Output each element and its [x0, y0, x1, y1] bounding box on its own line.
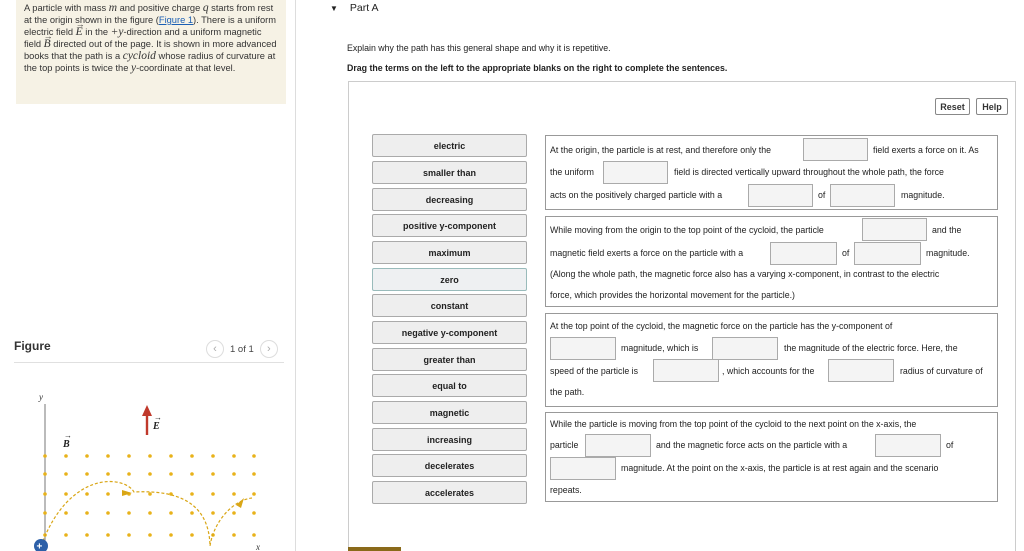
field-dot: [106, 533, 110, 537]
term-positive-y-component[interactable]: positive y-component: [372, 214, 527, 237]
field-dot: [252, 533, 256, 537]
field-dot: [148, 533, 152, 537]
drop-blank-12[interactable]: [585, 434, 651, 457]
drop-blank-3[interactable]: [748, 184, 813, 207]
question-text: Explain why the path has this general shape and why it is repetitive.: [347, 43, 611, 53]
term-decelerates[interactable]: decelerates: [372, 454, 527, 477]
sentence-text: and the magnetic force acts on the particle with a: [656, 440, 848, 450]
sentence-text: the magnitude of the electric force. Here, the: [784, 343, 958, 353]
sentence-text: acts on the positively charged particle with a: [550, 190, 723, 200]
problem-text: starts from rest at the origin shown in the figure (: [24, 3, 274, 25]
magnetic-field-dots: [43, 454, 256, 537]
field-dot: [148, 472, 152, 476]
field-dot: [43, 511, 47, 515]
drop-blank-7[interactable]: [854, 242, 921, 265]
field-dot: [106, 472, 110, 476]
figure-link[interactable]: Figure 1: [158, 15, 193, 25]
sentence-text: field exerts a force on it. As: [873, 145, 979, 155]
drop-blank-4[interactable]: [830, 184, 895, 207]
y-axis-label: y: [39, 392, 43, 402]
sentence-text: magnetic field exerts a force on the particle with a: [550, 248, 744, 258]
term-decreasing[interactable]: decreasing: [372, 188, 527, 211]
problem-text: directed out of the page. It is shown in more advanced books that the path is a: [24, 39, 277, 61]
field-dot: [43, 492, 47, 496]
triangle-down-icon[interactable]: ▼: [330, 3, 338, 13]
e-field-arrow: [142, 405, 152, 435]
field-dot: [252, 492, 256, 496]
drop-blank-6[interactable]: [770, 242, 837, 265]
field-dot: [148, 454, 152, 458]
field-dot: [169, 511, 173, 515]
problem-text: ). There is a uniform electric field: [24, 15, 277, 37]
drop-blank-11[interactable]: [828, 359, 894, 382]
term-constant[interactable]: constant: [372, 294, 527, 317]
term-smaller-than[interactable]: smaller than: [372, 161, 527, 184]
problem-text: A particle with mass: [24, 3, 109, 13]
part-title: Part A: [349, 2, 379, 14]
field-dot: [252, 511, 256, 515]
sentence-text: At the top point of the cycloid, the magnetic force on the particle has the y-component of: [550, 321, 893, 331]
term-zero[interactable]: zero: [372, 268, 527, 291]
field-dot: [211, 511, 215, 515]
drop-blank-10[interactable]: [653, 359, 719, 382]
drop-blank-13[interactable]: [875, 434, 941, 457]
part-header[interactable]: [330, 2, 379, 14]
field-dot: [190, 454, 194, 458]
field-dot: [232, 533, 236, 537]
sentence-text: particle: [550, 440, 579, 450]
sentence-text: of: [842, 248, 850, 258]
drop-blank-2[interactable]: [603, 161, 668, 184]
cycloid-path: [41, 482, 252, 546]
sentence-text: magnitude, which is: [621, 343, 699, 353]
field-dot: [85, 533, 89, 537]
reset-button[interactable]: Reset: [935, 98, 970, 115]
field-dot: [148, 511, 152, 515]
sentence-text: , which accounts for the: [722, 366, 815, 376]
field-dot: [211, 492, 215, 496]
field-dot: [85, 454, 89, 458]
symbol-e-vector: → E: [76, 26, 83, 38]
field-dot: [211, 454, 215, 458]
e-field-label: E: [153, 421, 160, 432]
term-electric[interactable]: electric: [372, 134, 527, 157]
sentence-text: repeats.: [550, 485, 582, 495]
problem-panel: [0, 0, 296, 551]
sentence-text: force, which provides the horizontal movement for the particle.): [550, 290, 795, 300]
b-field-label: B: [63, 439, 70, 450]
field-dot: [64, 533, 68, 537]
term-equal-to[interactable]: equal to: [372, 374, 527, 397]
field-dot: [64, 472, 68, 476]
problem-text: -direction and a uniform magnetic field: [24, 27, 262, 49]
field-dot: [106, 511, 110, 515]
figure-pager: [206, 340, 278, 358]
drop-blank-14[interactable]: [550, 457, 616, 480]
chevron-left-icon[interactable]: ‹: [206, 340, 224, 358]
field-dot: [190, 492, 194, 496]
field-dot: [64, 454, 68, 458]
problem-text: and positive charge: [117, 3, 203, 13]
term-cycloid: cycloid: [122, 50, 156, 62]
drop-blank-9[interactable]: [712, 337, 778, 360]
sentence-text: and the: [932, 225, 962, 235]
sentence-text: magnitude.: [901, 190, 945, 200]
term-greater-than[interactable]: greater than: [372, 348, 527, 371]
sentence-text: radius of curvature of: [900, 366, 983, 376]
symbol-y: y: [130, 62, 137, 74]
field-dot: [64, 492, 68, 496]
problem-text: whose radius of curvature at the top points is twice the: [24, 51, 276, 73]
sentence-text: (Along the whole path, the magnetic force also has a varying x-component, in contrast to the electric: [550, 269, 940, 279]
sentence-text: speed of the particle is: [550, 366, 639, 376]
symbol-plus-y: +y: [110, 26, 124, 38]
sentence-text: the uniform: [550, 167, 595, 177]
symbol-q: q: [202, 2, 209, 14]
field-dot: [232, 511, 236, 515]
field-dot: [252, 472, 256, 476]
field-dot: [190, 472, 194, 476]
sentence-text: magnitude. At the point on the x-axis, the particle is at rest again and the scenario: [621, 463, 939, 473]
path-arrow-icon: [122, 490, 132, 496]
sentence-text: the path.: [550, 387, 585, 397]
field-dot: [85, 492, 89, 496]
submit-button[interactable]: [348, 547, 401, 551]
sentence-text: While the particle is moving from the top point of the cycloid to the next point on the x-axis, the: [550, 419, 917, 429]
field-dot: [106, 454, 110, 458]
vector-arrow-icon: →: [64, 431, 72, 440]
pager-text: 1 of 1: [230, 343, 254, 355]
plus-icon: +: [36, 541, 43, 551]
sentence-text: of: [818, 190, 826, 200]
problem-text: in the: [82, 27, 111, 37]
field-dot: [127, 472, 131, 476]
field-dot: [43, 454, 47, 458]
term-magnetic[interactable]: magnetic: [372, 401, 527, 424]
sentence-text: of: [946, 440, 954, 450]
field-dot: [190, 533, 194, 537]
symbol-b-vector: → B: [44, 38, 51, 50]
chevron-right-icon[interactable]: ›: [260, 340, 278, 358]
cycloid-figure: [14, 380, 284, 551]
field-dot: [232, 454, 236, 458]
problem-statement: [16, 0, 286, 104]
field-dot: [211, 472, 215, 476]
term-accelerates[interactable]: accelerates: [372, 481, 527, 504]
field-dot: [127, 533, 131, 537]
field-dot: [190, 511, 194, 515]
term-negative-y-component[interactable]: negative y-component: [372, 321, 527, 344]
x-axis-label: x: [256, 542, 260, 551]
field-dot: [106, 492, 110, 496]
drop-blank-1[interactable]: [803, 138, 868, 161]
field-dot: [127, 454, 131, 458]
term-increasing[interactable]: increasing: [372, 428, 527, 451]
symbol-m: m: [108, 2, 118, 14]
field-dot: [43, 472, 47, 476]
help-button[interactable]: Help: [976, 98, 1008, 115]
sentence-text: While moving from the origin to the top point of the cycloid, the particle: [550, 225, 824, 235]
sentence-text: At the origin, the particle is at rest, and therefore only the: [550, 145, 772, 155]
field-dot: [232, 492, 236, 496]
divider: [14, 362, 284, 363]
field-dot: [148, 492, 152, 496]
field-dot: [85, 511, 89, 515]
field-dot: [232, 472, 236, 476]
field-dot: [169, 533, 173, 537]
term-maximum[interactable]: maximum: [372, 241, 527, 264]
drop-blank-8[interactable]: [550, 337, 616, 360]
vector-arrow-icon: →: [154, 413, 162, 422]
field-dot: [252, 454, 256, 458]
field-dot: [64, 511, 68, 515]
drag-instructions: Drag the terms on the left to the appropriate blanks on the right to complete the sentences.: [347, 63, 728, 73]
field-dot: [169, 472, 173, 476]
sentence-text: field is directed vertically upward throughout the whole path, the force: [674, 167, 944, 177]
drop-blank-5[interactable]: [862, 218, 927, 241]
problem-text: -coordinate at that level.: [136, 63, 236, 73]
sentence-text: magnitude.: [926, 248, 970, 258]
figure-label: Figure: [14, 339, 51, 353]
field-dot: [127, 511, 131, 515]
field-dot: [85, 472, 89, 476]
field-dot: [169, 454, 173, 458]
